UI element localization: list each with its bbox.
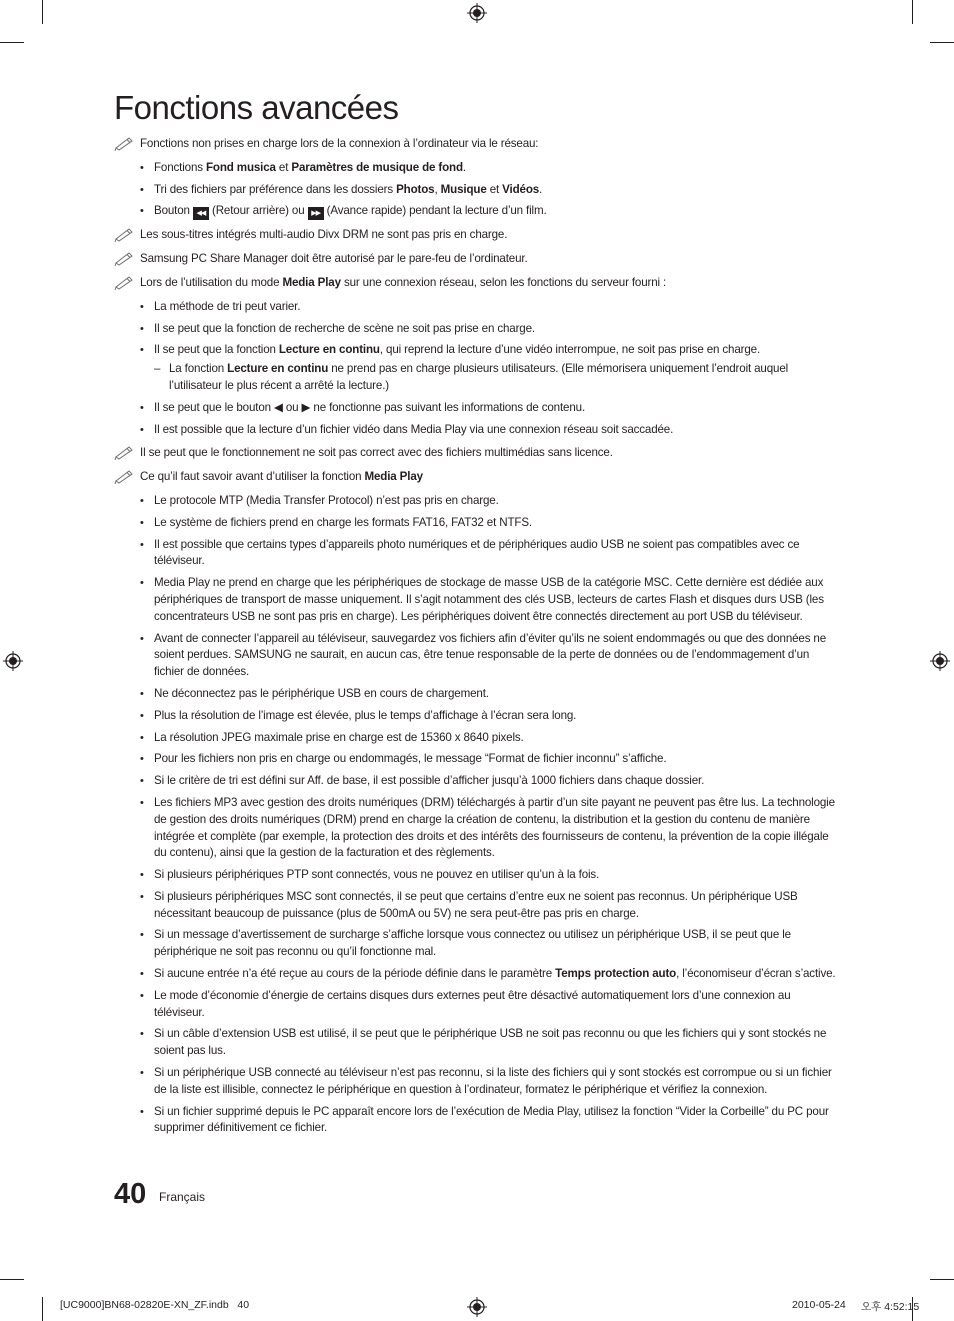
note-text: Les sous-titres intégrés multi-audio Divx DRM ne sont pas pris en charge. [140,228,508,242]
pencil-note-icon [114,135,136,151]
bullet-list [114,160,840,221]
note [114,251,840,268]
list-item: • Tri des fichiers par préférence dans les dossiers Photos, Musique et Vidéos. [114,182,840,199]
list-item: • Media Play ne prend en charge que les périphériques de stockage de masse USB de la catégorie MSC. Cette dernière est dédiée aux périphériques de transport de masse uniquement. Il s’agit notamment des clés USB, lecteurs de cartes Flash et disques durs USB (les concentrateurs USB ne sont pas pris en charge). Les périphériques doivent être connectés directement au port USB du téléviseur. [114,575,840,625]
crop-mark [42,1297,43,1321]
rewind-icon: ◀◀ [193,207,209,220]
list-item: • Si le critère de tri est défini sur Aff. de base, il est possible d’afficher jusqu’à 1000 fichiers dans chaque dossier. [114,773,840,790]
list-item: • Pour les fichiers non pris en charge ou endommagés, le message “Format de fichier inconnu” s’affiche. [114,751,840,768]
page-language: Français [159,1190,206,1204]
list-item: • Il se peut que la fonction de recherche de scène ne soit pas prise en charge. [114,321,840,338]
list-item: • Ne déconnectez pas le périphérique USB en cours de chargement. [114,686,840,703]
crop-mark [912,0,913,24]
pencil-note-icon [114,226,136,242]
list-item: • Si un périphérique USB connecté au téléviseur n’est pas reconnu, si la liste des fichiers qui y sont stockés est corrompue ou si un fichier de la liste est illisible, connectez le périphérique en question à l’ordinateur, formatez le périphérique et vérifiez la connexion. [114,1065,840,1099]
note [114,136,840,153]
crop-mark [930,1279,954,1280]
list-item: • Le mode d’économie d’énergie de certains disques durs externes peut être désactivé automatiquement lors d’une connexion au téléviseur. [114,988,840,1022]
list-item: • Si un fichier supprimé depuis le PC apparaît encore lors de l’exécution de Media Play, utilisez la fonction “Vider la Corbeille” du PC pour supprimer définitivement ce fichier. [114,1104,840,1138]
list-item: • Si plusieurs périphériques MSC sont connectés, il se peut que certains d’entre eux ne soient pas reconnus. Un périphérique USB nécessitant beaucoup de puissance (plus de 500mA ou 5V) ne sera peut-être pas pris en charge. [114,889,840,923]
list-item: • Fonctions Fond musica et Paramètres de musique de fond. [114,160,840,177]
list-item: • Il se peut que la fonction Lecture en continu, qui reprend la lecture d’une vidéo interrompue, ne soit pas prise en charge. – La fonction Lecture en continu ne prend pas en charge plusieurs utilisateurs. (Elle mémorisera uniquement l’endroit auquel l’utilisateur le plus récent a arrêté la lecture.) [114,342,840,394]
list-item: • Le système de fichiers prend en charge les formats FAT16, FAT32 et NTFS. [114,515,840,532]
note-text: Fonctions non prises en charge lors de la connexion à l’ordinateur via le réseau: [140,137,539,150]
note: Lors de l’utilisation du mode Media Play sur une connexion réseau, selon les fonctions du serveur fourni : [114,275,840,292]
pencil-note-icon [114,250,136,266]
bullet-list [114,299,840,439]
registration-mark-icon [467,1297,487,1317]
crop-mark [930,42,954,43]
crop-mark [0,1279,24,1280]
list-item: • Si aucune entrée n’a été reçue au cours de la période définie dans le paramètre Temps protection auto, l’économiseur d’écran s’active. [114,966,840,983]
list-item: • Il est possible que la lecture d’un fichier vidéo dans Media Play via une connexion réseau soit saccadée. [114,422,840,439]
registration-mark-icon [467,3,487,23]
right-arrow-icon: ▶ [301,400,311,414]
main-content [114,136,840,1144]
pencil-note-icon [114,274,136,290]
note [114,227,840,244]
pencil-note-icon [114,444,136,460]
footer-date: 2010-05-24 [792,1299,846,1311]
fast-forward-icon: ▶▶ [308,207,324,220]
crop-mark [42,0,43,24]
footer-file: [UC9000]BN68-02820E-XN_ZF.indb 40 [60,1299,250,1311]
list-item: • Si plusieurs périphériques PTP sont connectés, vous ne pouvez en utiliser qu’un à la fois. [114,867,840,884]
list-item: • La méthode de tri peut varier. [114,299,840,316]
registration-mark-icon [930,651,950,671]
page-number: 40 [114,1178,147,1210]
sub-list [154,361,840,395]
list-item: • La résolution JPEG maximale prise en charge est de 15360 x 8640 pixels. [114,730,840,747]
note: Ce qu’il faut savoir avant d’utiliser la fonction Media Play [114,469,840,486]
bullet-list [114,493,840,1137]
list-item: • Bouton ◀◀ (Retour arrière) ou ▶▶ (Avance rapide) pendant la lecture d’un film. [114,203,840,220]
list-item: • Avant de connecter l’appareil au téléviseur, sauvegardez vos fichiers afin d’éviter qu’ils ne soient endommagés ou que des données ne soient perdues. SAMSUNG ne saurait, en aucun cas, être tenue responsable de la perte de données ou de l’endommagement d’un fichier de données. [114,631,840,681]
crop-mark [0,42,24,43]
note [114,445,840,462]
list-item: • Si un message d’avertissement de surcharge s’affiche lorsque vous connectez ou utilisez un périphérique USB, il se peut que le périphérique ne soit pas reconnu ou qu’il fonctionne mal. [114,927,840,961]
sub-list-item: – La fonction Lecture en continu ne prend pas en charge plusieurs utilisateurs. (Elle mémorisera uniquement l’endroit auquel l’utilisateur le plus récent a arrêté la lecture.) [154,361,840,395]
note-text: Samsung PC Share Manager doit être autorisé par le pare-feu de l’ordinateur. [140,252,528,266]
list-item: • Les fichiers MP3 avec gestion des droits numériques (DRM) téléchargés à partir d’un site payant ne peuvent pas être lus. La technologie de gestion des droits numériques (DRM) prend en charge la création de contenu, la distribution et la gestion du contenu de manière intégrée et complète (par exemple, la protection des droits et des intérêts des fournisseurs de contenu, la prévention de la copie illégale du contenu), ainsi que la gestion de la facturation et des règlements. [114,795,840,862]
pencil-note-icon [114,468,136,484]
registration-mark-icon [3,651,23,671]
list-item: • Si un câble d’extension USB est utilisé, il se peut que le périphérique USB ne soit pas reconnu ou que les fichiers qui y sont stockés ne soient pas lus. [114,1026,840,1060]
left-arrow-icon: ◀ [274,400,283,414]
list-item: • Il est possible que certains types d’appareils photo numériques et de périphériques audio USB ne soient pas compatibles avec ce téléviseur. [114,537,840,571]
list-item: • Il se peut que le bouton ◀ ou ▶ ne fonctionne pas suivant les informations de contenu. [114,400,840,417]
footer-time: 오후 4:52:15 [861,1301,920,1313]
page-title: Fonctions avancées [114,89,399,126]
list-item: • Plus la résolution de l’image est élevée, plus le temps d’affichage à l’écran sera long. [114,708,840,725]
note-text: Il se peut que le fonctionnement ne soit pas correct avec des fichiers multimédias sans licence. [140,446,613,460]
list-item: • Le protocole MTP (Media Transfer Protocol) n’est pas pris en charge. [114,493,840,510]
